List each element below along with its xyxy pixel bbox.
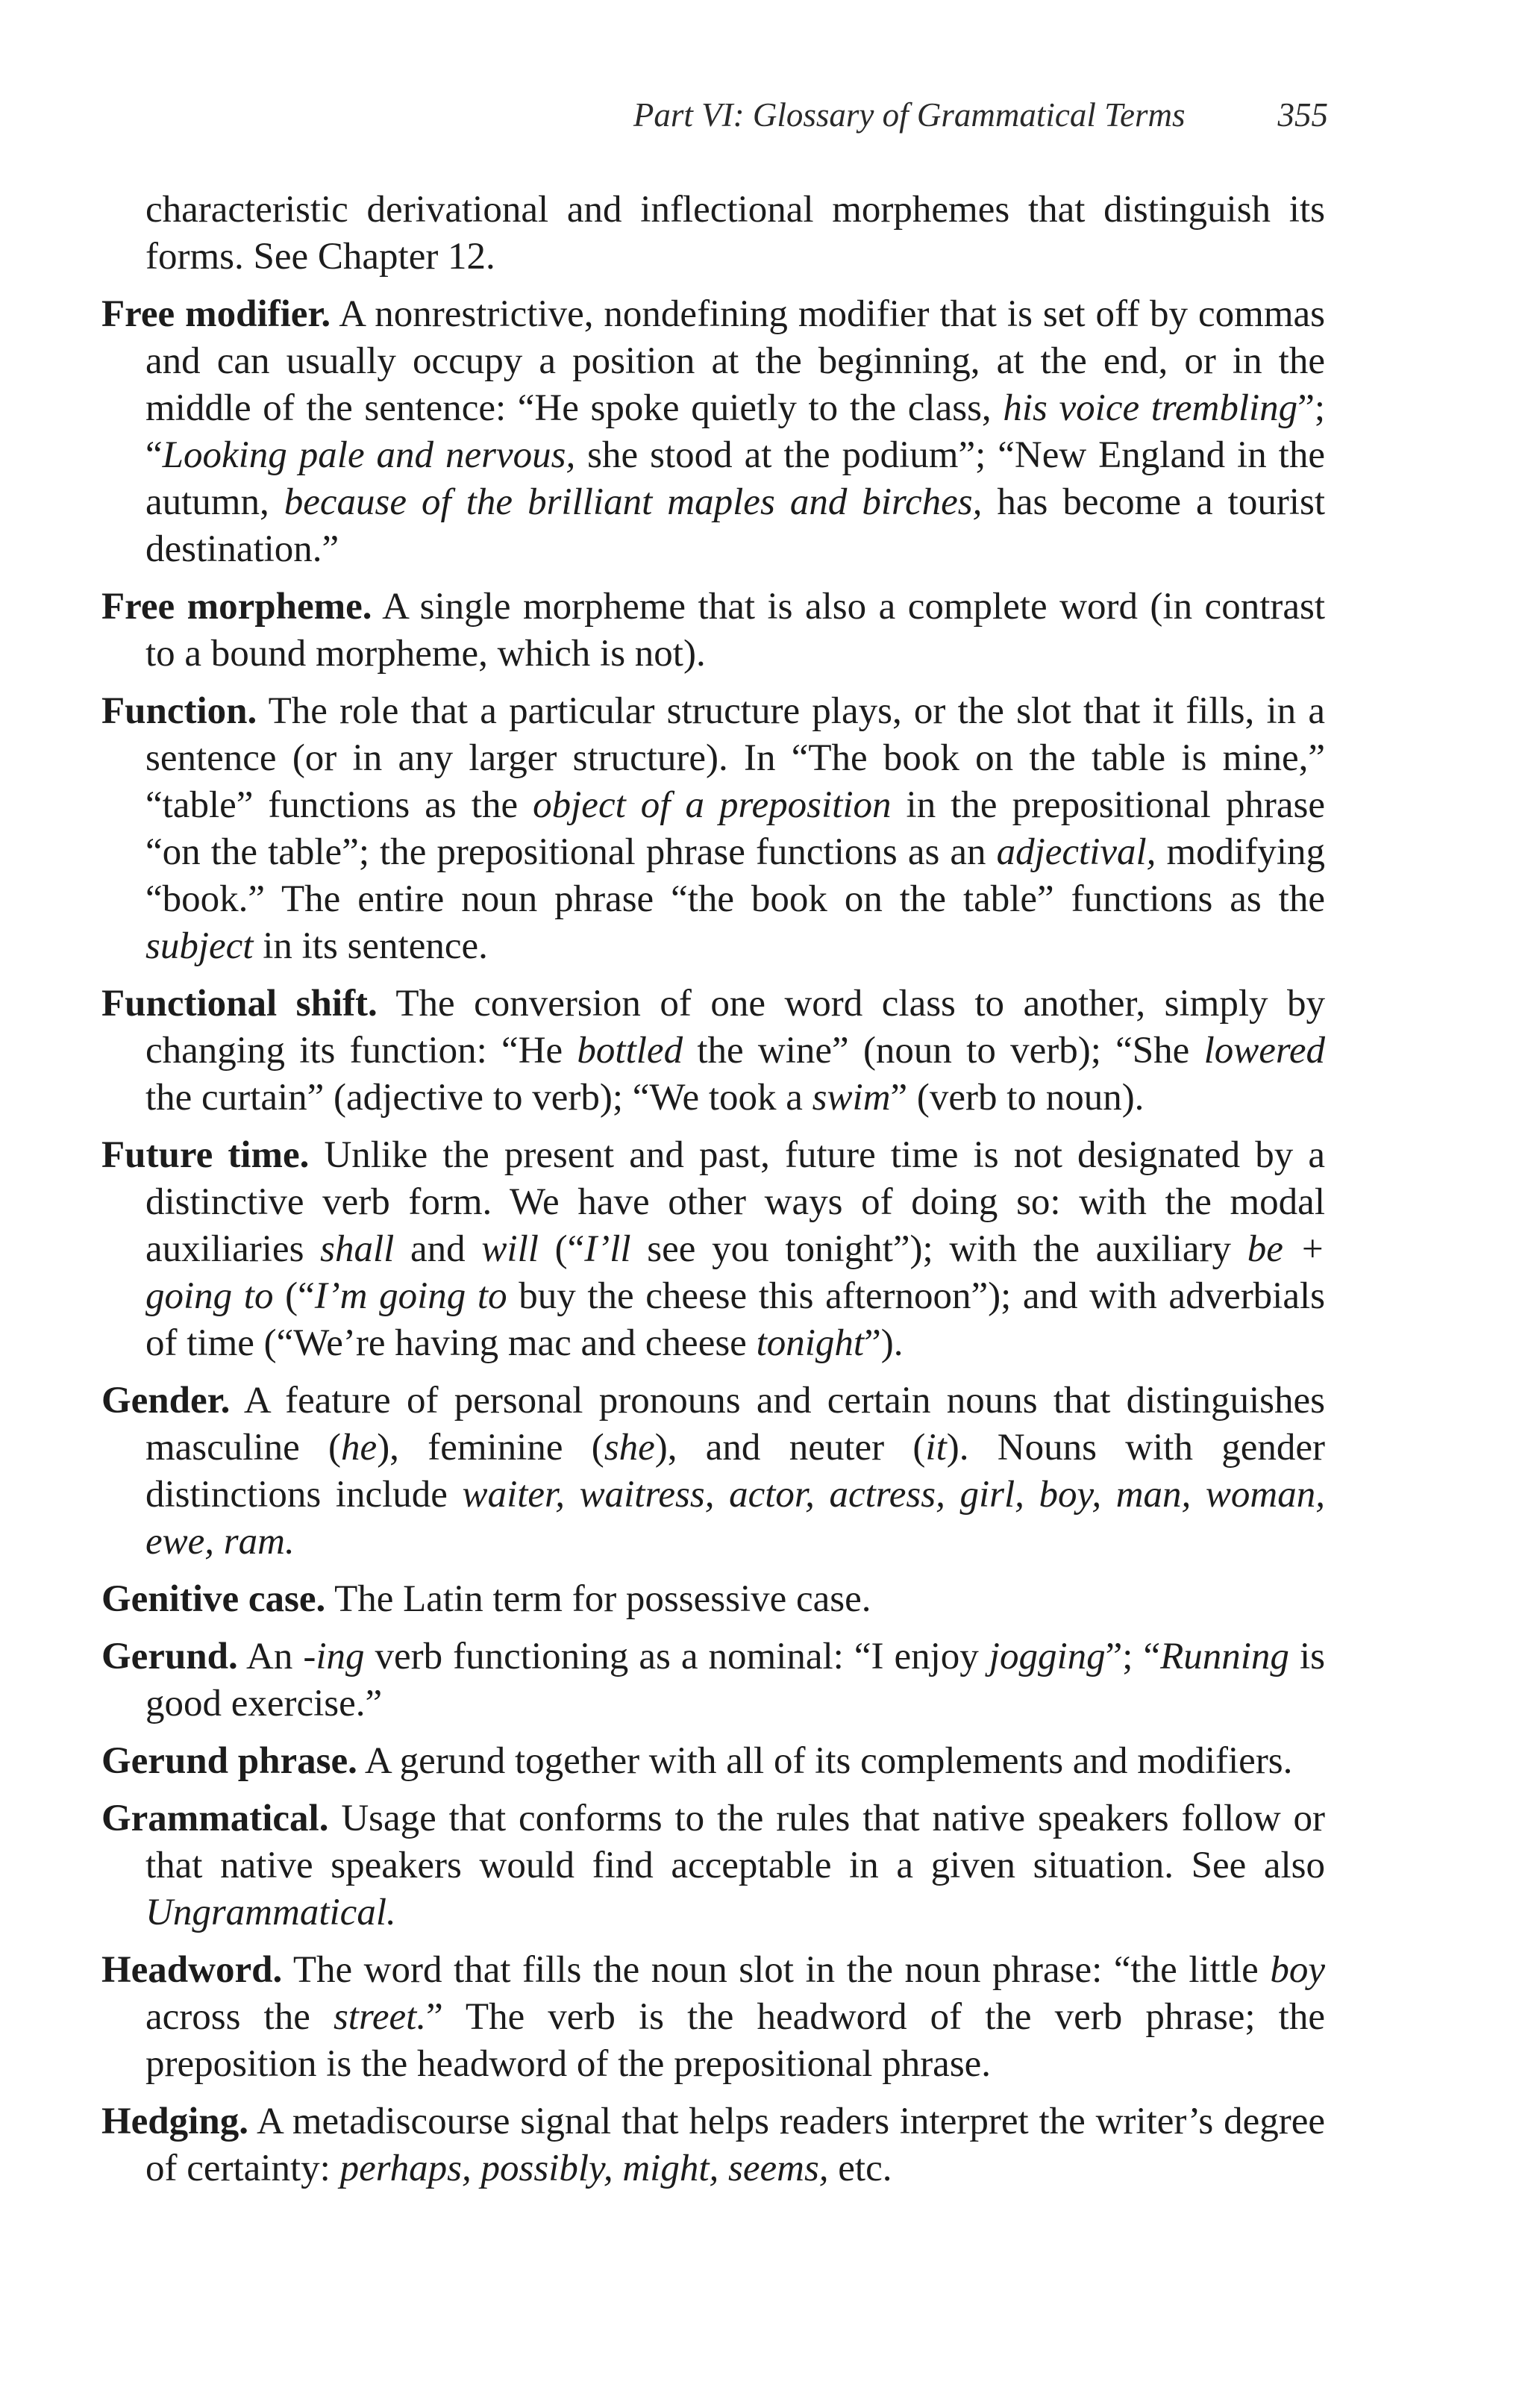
example-text: be + going to	[145, 1228, 1326, 1317]
entry-text: A single morpheme that is also a complete word (in contrast to a bound morpheme, which is not).	[145, 586, 1325, 675]
entry-text: A metadiscourse signal that helps readers interpret the writer’s degree of certainty:	[145, 2101, 1325, 2189]
entry-text: The role that a particular structure plays, or the slot that it fills, in a sentence (or in any larger structure). In “The book on the table is mine,” “table” functions as the	[145, 690, 1325, 826]
entry-text: A nonrestrictive, nondefining modifier that is set off by commas and can usually occupy a position at the beginning, at the end, or in the middle of the sentence: “He spoke quietly to the class,	[145, 293, 1325, 429]
entry-grammatical	[101, 1795, 1325, 1936]
entry-term: Gender.	[101, 1380, 231, 1422]
entry-genitive-case	[101, 1576, 1325, 1623]
example-text: bottled	[577, 1030, 683, 1072]
entry-text: across the	[145, 1996, 334, 2038]
example-text: perhaps, possibly, might, seems,	[339, 2148, 829, 2189]
entry-text: Unlike the present and past, future time is not designated by a distinctive verb form. We have other ways of doing so: with the modal auxiliaries	[145, 1134, 1325, 1270]
example-text: will	[481, 1228, 539, 1270]
entry-text: (“	[273, 1275, 315, 1317]
example-text: adjectival,	[996, 831, 1156, 873]
example-text: Looking pale and nervous,	[162, 434, 576, 476]
entry-gender	[101, 1377, 1325, 1566]
entry-text: in the prepositional phrase “on the table”; the prepositional phrase functions as an	[145, 784, 1325, 873]
entry-hedging	[101, 2098, 1325, 2192]
entry-text: she stood at the podium”; “New England in the autumn,	[145, 434, 1325, 523]
entry-text: A feature of personal pronouns and certain nouns that distinguishes masculine (	[145, 1380, 1325, 1469]
entry-text: is good exercise.”	[145, 1636, 1325, 1724]
example-text: I’ll	[584, 1228, 631, 1270]
entry-text: ). Nouns with gender distinctions include	[145, 1427, 1325, 1516]
entry-term: Gerund phrase.	[101, 1740, 357, 1782]
entry-text: ” (verb to noun).	[890, 1077, 1145, 1119]
example-text: object of a preposition	[533, 784, 892, 826]
entry-term: Future time.	[101, 1134, 310, 1176]
entry-term: Hedging.	[101, 2101, 248, 2142]
example-text: because of the brilliant maples and birches,	[284, 481, 983, 523]
entry-free-morpheme	[101, 584, 1325, 678]
entry-gerund	[101, 1633, 1325, 1727]
entry-term: Free morpheme.	[101, 586, 372, 628]
example-text: Ungrammatical.	[145, 1892, 396, 1933]
entry-term: Free modifier.	[101, 293, 331, 335]
entry-text: ), feminine (	[377, 1427, 604, 1469]
entry-text: modifying “book.” The entire noun phrase “the book on the table” functions as the	[145, 831, 1325, 920]
page-number: 355	[1277, 96, 1328, 134]
example-text: subject	[145, 925, 254, 967]
entry-text: verb functioning as a nominal: “I enjoy	[364, 1636, 989, 1677]
entry-future-time	[101, 1132, 1325, 1367]
entry-term: Headword.	[101, 1949, 283, 1991]
example-text: his voice trembling	[1003, 387, 1298, 429]
entry-term: Gerund.	[101, 1636, 238, 1677]
entry-text: in its sentence.	[253, 925, 488, 967]
example-text: lowered	[1203, 1030, 1325, 1072]
example-text: he	[341, 1427, 378, 1469]
entry-text: ”; “	[145, 387, 1325, 476]
entry-term: Function.	[101, 690, 257, 732]
entry-free-modifier	[101, 291, 1325, 573]
entry-text: and	[394, 1228, 482, 1270]
entry-text: ” The verb is the headword of the verb phrase; the preposition is the headword of the prepositional phrase.	[145, 1996, 1325, 2085]
entry-gerund-phrase	[101, 1738, 1325, 1785]
continued-entry-text	[101, 187, 1325, 281]
glossary-body	[101, 187, 1325, 2203]
example-text: I’m going to	[314, 1275, 507, 1317]
example-text: street.	[333, 1996, 427, 2038]
example-text: jogging	[989, 1636, 1106, 1677]
example-text: -ing	[303, 1636, 365, 1677]
entry-text: The word that fills the noun slot in the noun phrase: “the little	[282, 1949, 1271, 1991]
entry-text: the curtain” (adjective to verb); “We took a	[145, 1077, 812, 1119]
entry-term: Genitive case.	[101, 1578, 326, 1620]
entry-headword	[101, 1947, 1325, 2088]
entry-term: Functional shift.	[101, 983, 378, 1025]
entry-text: ”; “	[1105, 1636, 1161, 1677]
entry-text: ), and neuter (	[654, 1427, 926, 1469]
example-text: tonight	[756, 1322, 865, 1364]
entry-text: ”).	[864, 1322, 904, 1364]
example-text: she	[604, 1427, 655, 1469]
entry-text: etc.	[828, 2148, 892, 2189]
example-text: it	[925, 1427, 947, 1469]
running-head-title: Part VI: Glossary of Grammatical Terms	[633, 96, 1186, 134]
running-head	[633, 96, 1328, 134]
example-text: swim	[812, 1077, 891, 1119]
example-text: boy	[1270, 1949, 1325, 1991]
entry-text: see you tonight”); with the auxiliary	[630, 1228, 1247, 1270]
entry-functional-shift	[101, 981, 1325, 1122]
entry-text: The Latin term for possessive case.	[325, 1578, 871, 1620]
entry-function	[101, 688, 1325, 970]
entry-term: Grammatical.	[101, 1798, 329, 1839]
entry-text: The conversion of one word class to another, simply by changing its function: “He	[145, 983, 1325, 1072]
example-text: waiter, waitress, actor, actress, girl, boy, man, woman, ewe, ram.	[145, 1474, 1326, 1563]
entry-text: An	[237, 1636, 304, 1677]
entry-text: (“	[538, 1228, 585, 1270]
example-text: shall	[320, 1228, 395, 1270]
entry-text: buy the cheese this afternoon”); and with adverbials of time (“We’re having mac and cheese	[145, 1275, 1326, 1364]
entry-text: Usage that conforms to the rules that native speakers follow or that native speakers would find acceptable in a given situation. See also	[145, 1798, 1325, 1886]
entry-text: the wine” (noun to verb); “She	[683, 1030, 1204, 1072]
example-text: Running	[1160, 1636, 1289, 1677]
entry-text: A gerund together with all of its complements and modifiers.	[357, 1740, 1293, 1782]
continued-text: characteristic derivational and inflectional morphemes that distinguish its forms. See Chapter 12.	[145, 189, 1325, 278]
entry-text: has become a tourist destination.”	[145, 481, 1325, 570]
